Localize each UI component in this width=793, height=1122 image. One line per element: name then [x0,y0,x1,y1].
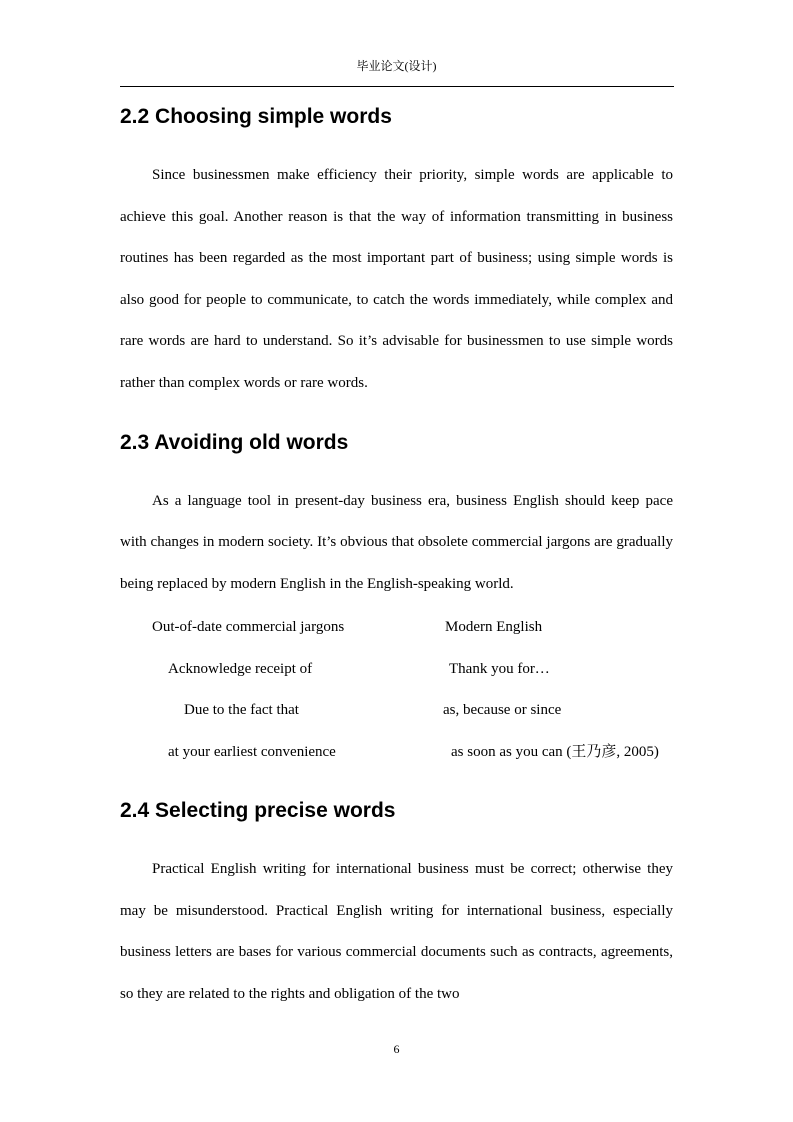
page-number: 6 [393,1042,400,1056]
section-heading-2-3: 2.3 Avoiding old words [120,431,349,454]
table-cell-old: Acknowledge receipt of [168,661,313,677]
table-cell-modern: as soon as you can (王乃彦, 2005) [451,744,659,760]
paragraph-simple-words: Since businessmen make efficiency their priority, simple words are applicable to achieve this goal. Another reason is that the way of information transmitting in business routines has been regarded as the most important part of business; using simple words is also good for people to communicate, to catch the words immediately, while complex and rare words are hard to understand. So it’s advisable for businessmen to use simple words rather than complex words or rare words. [120,167,673,391]
table-cell-old: at your earliest convenience [168,744,336,760]
paragraph-old-words: As a language tool in present-day business era, business English should keep pace with changes in modern society. It’s obvious that obsolete commercial jargons are gradually being replaced by modern English in the English-speaking world. [120,493,673,592]
header-rule [120,86,674,87]
table-header-old: Out-of-date commercial jargons [152,619,345,635]
table-cell-old: Due to the fact that [184,702,299,718]
section-heading-2-2: 2.2 Choosing simple words [120,105,392,128]
paragraph-precise-words: Practical English writing for international business must be correct; otherwise they may be misunderstood. Practical English writing for international business, especially business letters are bases for various commercial documents such as contracts, agreements, so they are related to the rights and obligation of the two [120,861,673,1003]
table-cell-modern: Thank you for… [449,661,550,677]
table-cell-modern: as, because or since [443,702,562,718]
section-heading-2-4: 2.4 Selecting precise words [120,799,396,822]
table-header-modern: Modern English [445,619,543,635]
page-header: 毕业论文(设计) [356,59,437,73]
